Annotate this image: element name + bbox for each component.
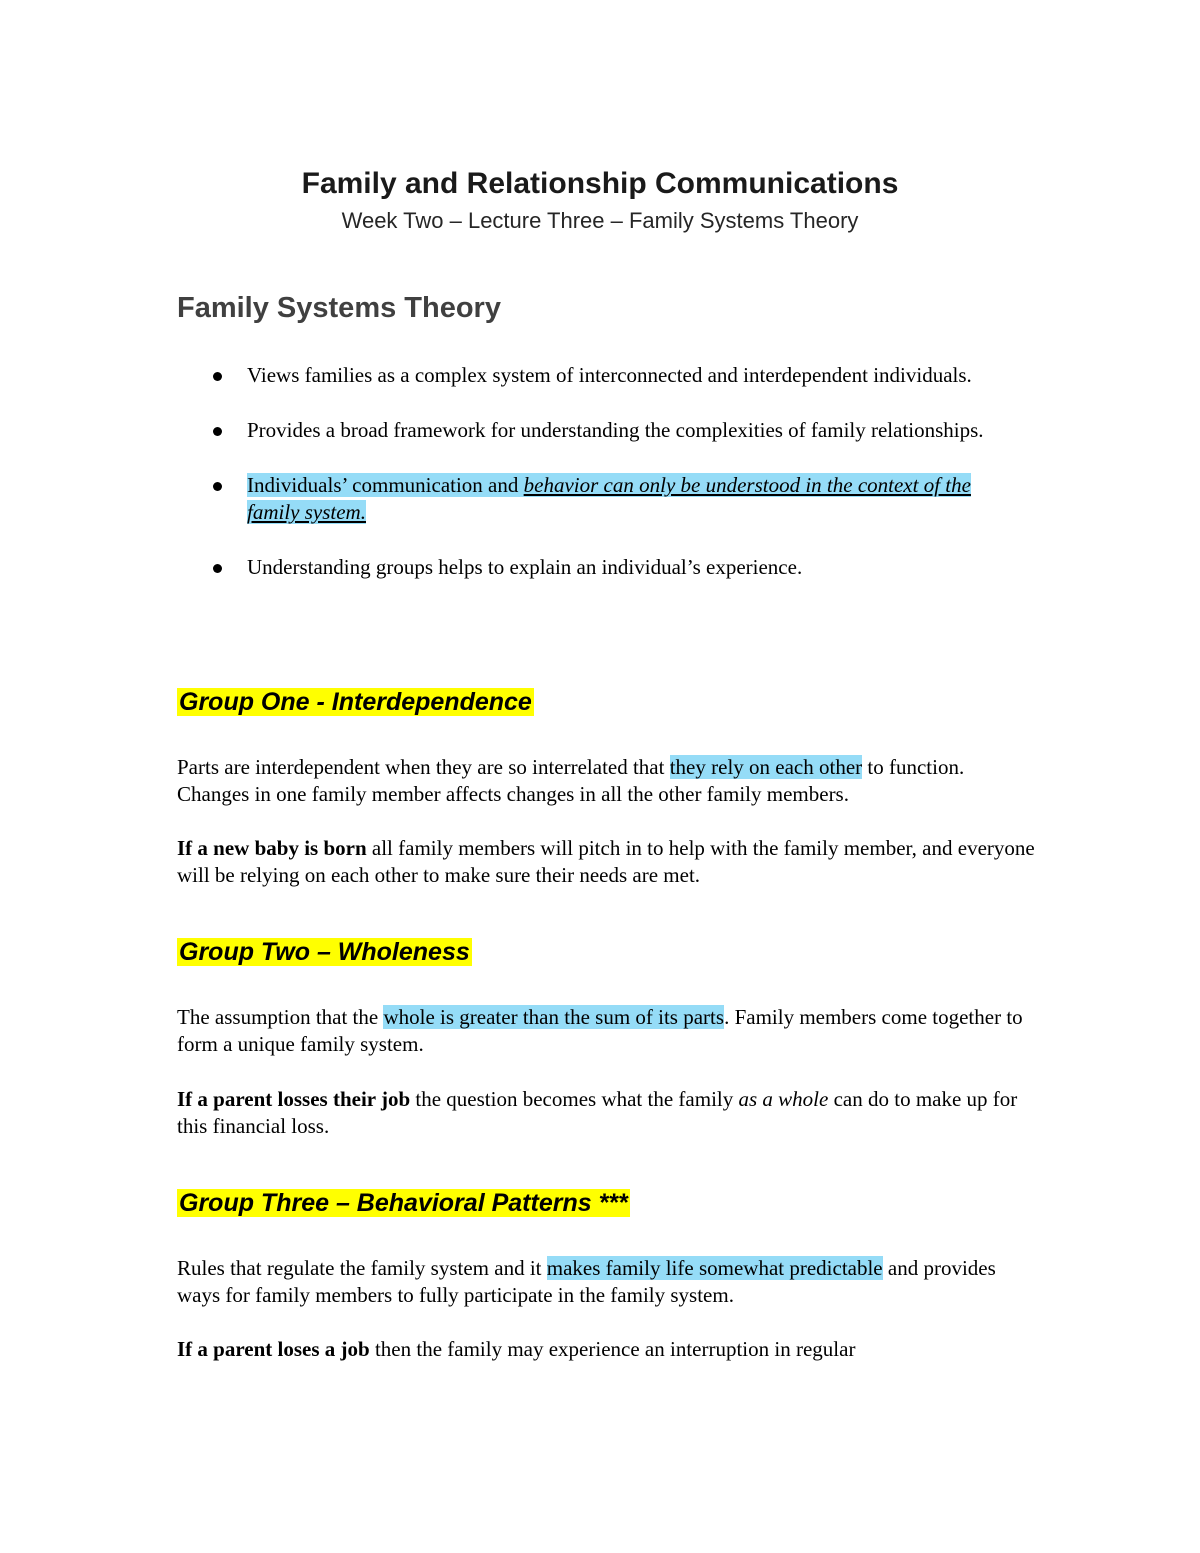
paragraph-text: Parts are interdependent when they are so interrelated that <box>177 755 670 779</box>
group-three-example <box>177 1336 1037 1363</box>
document-subtitle: Week Two – Lecture Three – Family Systems Theory <box>341 208 859 233</box>
bullet-text: Understanding groups helps to explain an individual’s experience. <box>247 555 803 579</box>
highlighted-text: makes family life somewhat predictable <box>546 1256 883 1280</box>
paragraph-text: can do to make up for this financial loss. <box>177 1087 1018 1138</box>
paragraph-text: all family members will pitch in to help with the family member, and everyone will be relying on each other to make sure their needs are met. <box>177 836 1035 887</box>
bold-lead: If a parent losses their job <box>177 1087 411 1111</box>
bullet-item-highlighted <box>177 472 1007 526</box>
paragraph-text: then the family may experience an interruption in regular <box>369 1337 856 1361</box>
bullet-list <box>177 362 1037 609</box>
bullet-text: Views families as a complex system of interconnected and interdependent individuals. <box>247 363 972 387</box>
section-heading: Family Systems Theory <box>177 292 501 324</box>
paragraph-text: to function. Changes in one family member affects changes in all the other family members. <box>177 755 965 806</box>
paragraph-text: Rules that regulate the family system and it <box>177 1256 547 1280</box>
bullet-dot-icon <box>213 372 222 381</box>
bullet-text: Individuals’ communication and <box>247 473 524 497</box>
heading-highlight: Group Two – Wholeness <box>179 938 470 966</box>
paragraph-text: The assumption that the <box>177 1005 384 1029</box>
paragraph-text: the question becomes what the family <box>410 1087 739 1111</box>
bullet-item <box>177 362 1007 389</box>
group-two-example <box>177 1086 1037 1140</box>
bullet-dot-icon <box>213 482 222 491</box>
bullet-item <box>177 417 1007 444</box>
heading-highlight: Group Three – Behavioral Patterns *** <box>179 1189 628 1217</box>
bullet-dot-icon <box>213 564 222 573</box>
group-one-example <box>177 835 1037 889</box>
bold-lead: If a new baby is born <box>177 836 367 860</box>
italic-text: as a whole <box>738 1087 829 1111</box>
paragraph-text: . Family members come together to form a unique family system. <box>177 1005 1023 1056</box>
group-one-paragraph <box>177 754 1037 808</box>
highlighted-text: whole is greater than the sum of its parts <box>383 1005 725 1029</box>
highlighted-text <box>247 473 971 524</box>
group-two-paragraph <box>177 1004 1037 1058</box>
group-three-paragraph <box>177 1255 1037 1309</box>
group-three-heading <box>177 1187 630 1219</box>
group-one-heading <box>177 686 534 718</box>
emphasized-text: behavior can only be understood in the context of the family system. <box>247 473 971 524</box>
heading-highlight: Group One - Interdependence <box>179 688 532 716</box>
group-two-heading <box>177 936 472 968</box>
document-title: Family and Relationship Communications <box>301 167 899 200</box>
bold-lead: If a parent loses a job <box>177 1337 370 1361</box>
bullet-dot-icon <box>213 427 222 436</box>
bullet-item <box>177 554 1007 581</box>
paragraph-text: and provides ways for family members to fully participate in the family system. <box>177 1256 996 1307</box>
highlighted-text: they rely on each other <box>669 755 863 779</box>
bullet-text: Provides a broad framework for understanding the complexities of family relationships. <box>247 418 984 442</box>
